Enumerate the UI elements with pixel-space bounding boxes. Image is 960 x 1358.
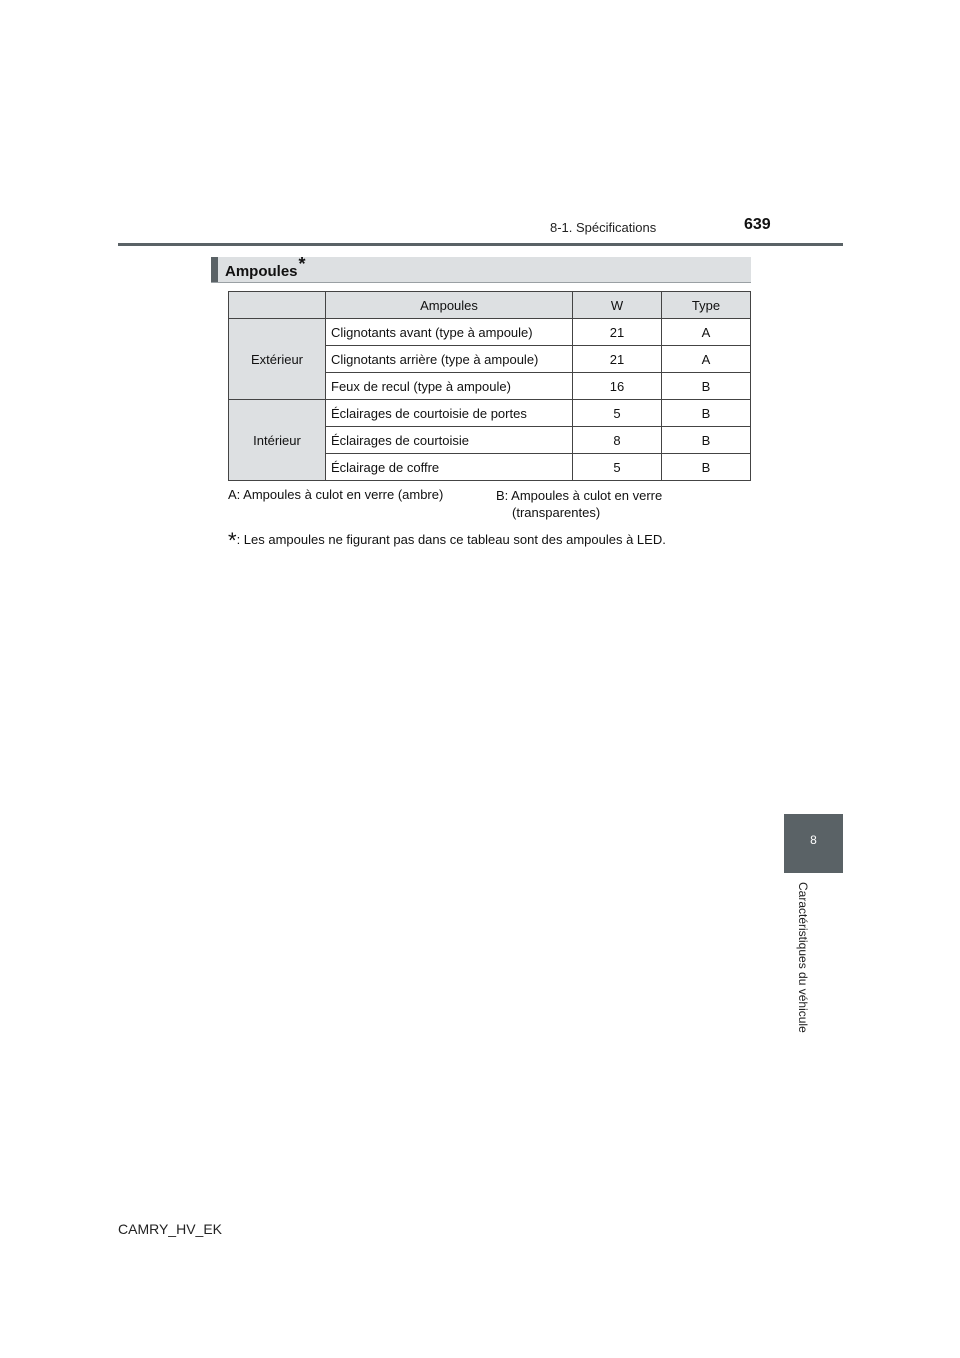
footnote xyxy=(228,524,666,553)
bulb-type: A xyxy=(662,319,751,346)
bulbs-table xyxy=(228,291,751,481)
footnote-asterisk: * xyxy=(228,528,237,553)
bulb-watts: 21 xyxy=(573,319,662,346)
legend-type-b xyxy=(496,487,662,521)
bulb-type: B xyxy=(662,373,751,400)
bulb-name: Feux de recul (type à ampoule) xyxy=(326,373,573,400)
header-divider xyxy=(118,243,843,246)
table-header-cell: W xyxy=(573,292,662,319)
page-number: 639 xyxy=(744,216,771,233)
chapter-title: Caractéristiques du véhicule xyxy=(796,882,810,1033)
group-label-exterior: Extérieur xyxy=(229,319,326,400)
bulb-type: A xyxy=(662,346,751,373)
table-header-cell: Ampoules xyxy=(326,292,573,319)
table-header-cell: Type xyxy=(662,292,751,319)
bulb-type: B xyxy=(662,454,751,481)
footer-document-code: CAMRY_HV_EK xyxy=(118,1221,223,1237)
bulb-watts: 21 xyxy=(573,346,662,373)
bulb-watts: 8 xyxy=(573,427,662,454)
table-header-cell xyxy=(229,292,326,319)
bulb-type: B xyxy=(662,400,751,427)
section-heading xyxy=(211,254,751,283)
section-heading-label: Ampoules xyxy=(225,263,298,280)
legend-type-b-line1: B: Ampoules à culot en verre xyxy=(496,488,663,503)
chapter-tab xyxy=(784,814,843,873)
bulb-name: Éclairages de courtoisie xyxy=(326,427,573,454)
header-section-title: 8-1. Spécifications xyxy=(550,220,657,235)
bulb-name: Clignotants avant (type à ampoule) xyxy=(326,319,573,346)
bulb-name: Éclairages de courtoisie de portes xyxy=(326,400,573,427)
bulb-watts: 5 xyxy=(573,400,662,427)
bulb-name: Clignotants arrière (type à ampoule) xyxy=(326,346,573,373)
bulb-type: B xyxy=(662,427,751,454)
table-row xyxy=(229,400,751,427)
table-header-row xyxy=(229,292,751,319)
section-heading-asterisk: * xyxy=(298,254,306,274)
bulb-name: Éclairage de coffre xyxy=(326,454,573,481)
group-label-interior: Intérieur xyxy=(229,400,326,481)
table-row xyxy=(229,319,751,346)
chapter-number: 8 xyxy=(810,833,817,847)
section-heading-text xyxy=(225,254,306,281)
legend-type-a: A: Ampoules à culot en verre (ambre) xyxy=(228,487,444,502)
footnote-text: : Les ampoules ne figurant pas dans ce tableau sont des ampoules à LED. xyxy=(236,532,666,547)
section-heading-bar xyxy=(211,257,218,282)
bulb-watts: 5 xyxy=(573,454,662,481)
legend-type-b-line2: (transparentes) xyxy=(512,505,601,520)
bulb-watts: 16 xyxy=(573,373,662,400)
